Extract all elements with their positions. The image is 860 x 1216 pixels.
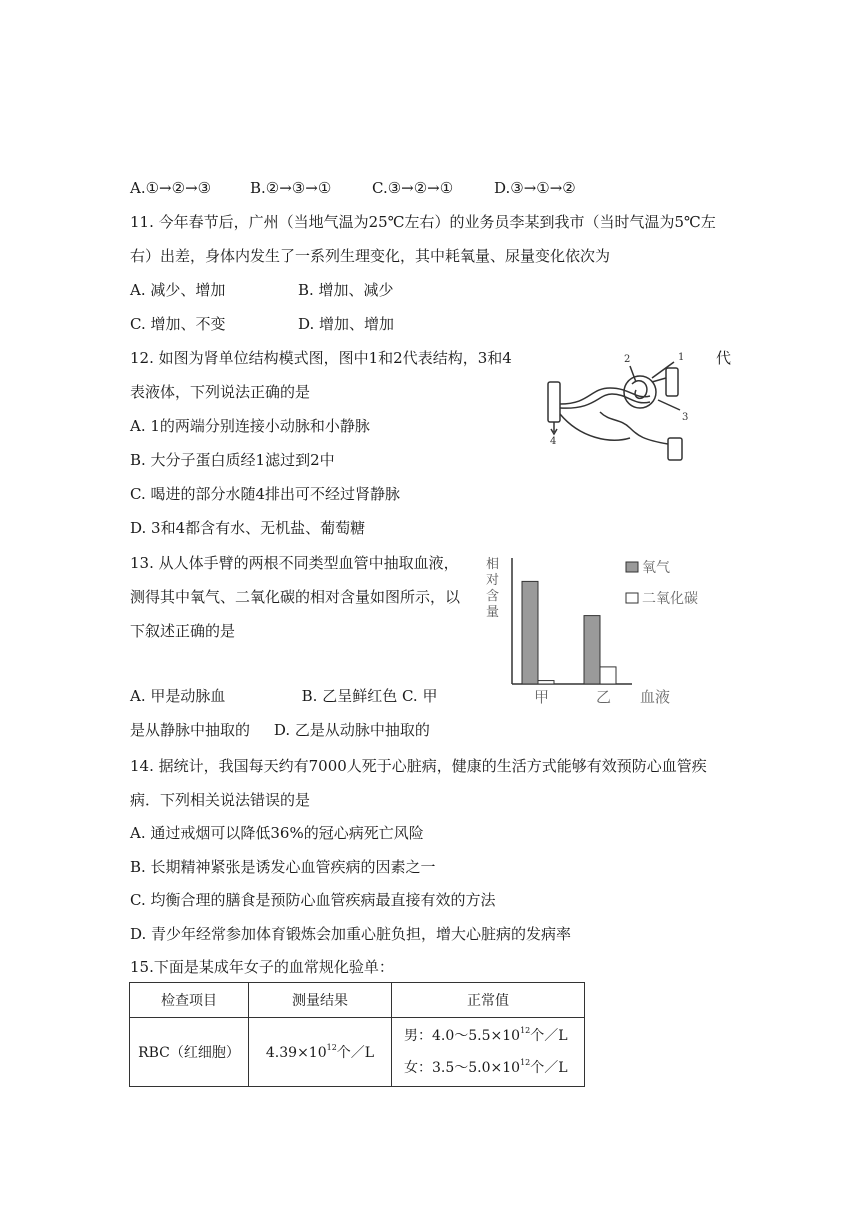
q13-stem-line3: 下叙述正确的是 [130, 622, 236, 640]
q10-option-a: A.①→②→③ [130, 179, 212, 197]
legend-swatch-oxygen [626, 562, 638, 572]
bar-co2-jia [538, 681, 554, 684]
q11-options-row2 [130, 314, 394, 334]
normal-female: 女：$3.5\sim 5.0\times 10^{12}$个／L [404, 1058, 568, 1076]
x-tick-label: 乙 [596, 688, 612, 706]
result-base: 4.39×10 [265, 1045, 327, 1061]
q13-stem-line2: 测得其中氧气、二氧化碳的相对含量如图所示，以 [130, 588, 461, 606]
q12-option-c: C. 喝进的部分水随4排出可不经过肾静脉 [130, 485, 401, 503]
nephron-label-3: 3 [682, 412, 689, 423]
legend-swatch-co2 [626, 593, 638, 603]
legend-label-co2: 二氧化碳 [642, 591, 698, 607]
q12-option-d: D. 3和4都含有水、无机盐、葡萄糖 [130, 519, 366, 537]
ylabel-char: 含 [486, 589, 500, 604]
q11-option-c: C. 增加、不变 [130, 315, 226, 333]
bottom-vessel [668, 438, 682, 460]
q11-options-row1 [130, 280, 394, 300]
q14-stem-line1: 14. 据统计，我国每天约有7000人死于心脏病，健康的生活方式能够有效预防心血管疾 [130, 757, 707, 775]
table-row [130, 1018, 585, 1087]
q14-option-b: B. 长期精神紧张是诱发心血管疾病的因素之一 [130, 858, 436, 876]
q11-option-b: B. 增加、减少 [298, 281, 394, 299]
nephron-label-2: 2 [624, 354, 631, 365]
q13-options-line2: 是从静脉中抽取的 D. 乙是从动脉中抽取的 [130, 721, 430, 739]
q10-options [130, 178, 576, 198]
q10-option-b: B.②→③→① [250, 179, 332, 197]
right-vessel [666, 368, 678, 396]
header-normal: 正常值 [392, 983, 585, 1018]
q11-option-a: A. 减少、增加 [130, 281, 226, 299]
result-exp: 12 [326, 1043, 337, 1052]
q10-option-c: C.③→②→① [372, 179, 454, 197]
nephron-label-4: 4 [550, 436, 557, 447]
ylabel-char: 相 [486, 557, 500, 572]
legend-label-oxygen: 氧气 [642, 560, 670, 576]
q11-stem-line1: 11. 今年春节后，广州（当地气温为25℃左右）的业务员李某到我市（当时气温为5℃左 [130, 213, 716, 231]
result-unit: 个／L [336, 1045, 375, 1061]
nephron-label-1: 1 [678, 352, 685, 363]
q15-title: 15.下面是某成年女子的血常规化验单： [130, 958, 394, 976]
nephron-diagram [540, 348, 700, 468]
q12-option-a: A. 1的两端分别连接小动脉和小静脉 [130, 417, 370, 435]
q11-option-d: D. 增加、增加 [298, 315, 395, 333]
q10-option-d: D.③→①→② [494, 179, 576, 197]
q13-stem-line1: 13. 从人体手臂的两根不同类型血管中抽取血液， [130, 554, 459, 572]
q14-option-d: D. 青少年经常参加体育锻炼会加重心脏负担，增大心脏病的发病率 [130, 925, 572, 943]
q14-option-a: A. 通过戒烟可以降低36%的冠心病死亡风险 [130, 824, 424, 842]
bar-co2-yi [600, 667, 616, 684]
cell-normal [392, 1018, 585, 1087]
bar-oxygen-jia [522, 581, 538, 684]
q14-option-c: C. 均衡合理的膳食是预防心血管疾病最直接有效的方法 [130, 891, 496, 909]
q12-option-b: B. 大分子蛋白质经1滤过到2中 [130, 451, 335, 469]
chart-ylabel [486, 556, 499, 620]
bar-oxygen-yi [584, 616, 600, 684]
ylabel-char: 量 [486, 605, 500, 620]
cell-item: RBC（红细胞） [130, 1018, 249, 1087]
cell-result [249, 1018, 392, 1087]
q12-stem-tail: 代 [716, 349, 732, 367]
header-result: 测量结果 [249, 983, 392, 1018]
blood-gas-chart [476, 550, 706, 706]
collecting-tube [548, 382, 560, 422]
q14-stem-line2: 病．下列相关说法错误的是 [130, 791, 311, 809]
x-tick-label: 甲 [534, 688, 550, 706]
q12-stem-line2: 表液体，下列说法正确的是 [130, 383, 311, 401]
normal-male: 男：$4.0\sim 5.5\times 10^{12}$个／L [404, 1026, 568, 1044]
header-item: 检查项目 [130, 983, 249, 1018]
table-header-row [130, 983, 585, 1018]
blood-report-table [129, 982, 585, 1087]
chart-xlabel: 血液 [640, 688, 671, 706]
ylabel-char: 对 [486, 573, 500, 588]
q11-stem-line2: 右）出差，身体内发生了一系列生理变化，其中耗氧量、尿量变化依次为 [130, 247, 611, 265]
q13-options-line1: A. 甲是动脉血 B. 乙呈鲜红色 C. 甲 [130, 687, 438, 705]
q12-stem-line1: 12. 如图为肾单位结构模式图，图中1和2代表结构，3和4 [130, 349, 512, 367]
